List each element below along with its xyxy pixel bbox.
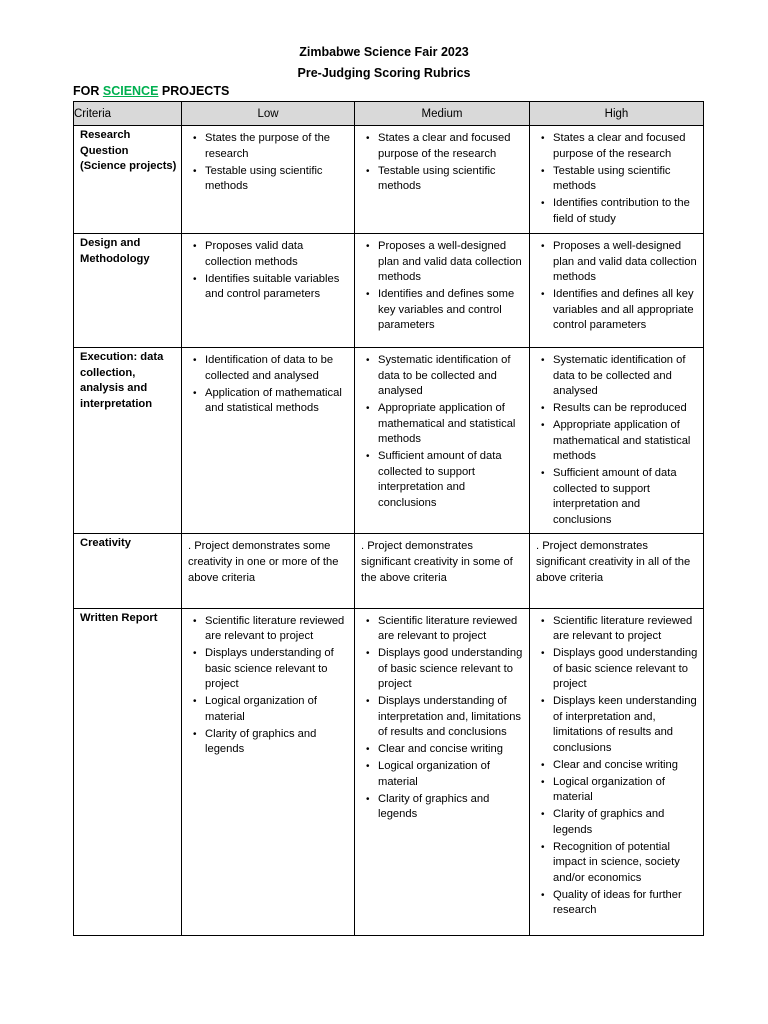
medium-cell: [355, 533, 530, 608]
bullet-list: [536, 614, 699, 919]
medium-cell: [355, 608, 530, 935]
bullet-list: [188, 614, 350, 758]
low-cell: [182, 533, 355, 608]
list-item: • Testable using scientific methods: [553, 164, 699, 195]
list-item: • Results can be reproduced: [553, 401, 699, 417]
list-item: • Testable using scientific methods: [205, 164, 350, 195]
list-item: • Displays good understanding of basic science relevant to project: [553, 646, 699, 693]
low-cell: [182, 126, 355, 234]
bullet-list: [536, 353, 699, 528]
list-item: • Clear and concise writing: [553, 758, 699, 774]
creativity-text: . Project demonstrates significant creativity in all of the above criteria: [536, 539, 691, 584]
table-row: [74, 608, 704, 935]
low-cell: [182, 608, 355, 935]
high-cell: [530, 533, 704, 608]
bullet-list: [536, 131, 699, 227]
list-item: • Sufficient amount of data collected to support interpretation and conclusions: [378, 449, 525, 511]
list-item: • Displays keen understanding of interpretation and, limitations of results and conclusions: [553, 694, 699, 756]
list-item: • Identifies suitable variables and control parameters: [205, 272, 350, 303]
list-item: • Clarity of graphics and legends: [378, 792, 525, 823]
criteria-cell: Design and Methodology: [74, 234, 182, 348]
list-item: • Identifies contribution to the field of study: [553, 196, 699, 227]
list-item: • Testable using scientific methods: [378, 164, 525, 195]
medium-cell: [355, 234, 530, 348]
list-item: • Logical organization of material: [205, 694, 350, 725]
list-item: • Scientific literature reviewed are relevant to project: [378, 614, 525, 645]
header-low: Low: [182, 102, 355, 126]
high-cell: [530, 234, 704, 348]
bullet-list: [361, 131, 525, 195]
list-item: • Systematic identification of data to be collected and analysed: [378, 353, 525, 400]
table-header-row: [74, 102, 704, 126]
list-item: • Recognition of potential impact in science, society and/or economics: [553, 840, 699, 887]
table-row: [74, 234, 704, 348]
criteria-cell: Written Report: [74, 608, 182, 935]
bullet-list: [361, 239, 525, 334]
high-cell: [530, 348, 704, 534]
low-cell: [182, 348, 355, 534]
list-item: • Scientific literature reviewed are relevant to project: [553, 614, 699, 645]
bullet-list: [361, 614, 525, 823]
list-item: • Application of mathematical and statistical methods: [205, 386, 350, 417]
list-item: • Identifies and defines all key variables and all appropriate control parameters: [553, 287, 699, 334]
bullet-list: [188, 353, 350, 417]
list-item: • Systematic identification of data to be collected and analysed: [553, 353, 699, 400]
high-cell: [530, 126, 704, 234]
list-item: • Logical organization of material: [378, 759, 525, 790]
section-prefix: FOR: [73, 84, 103, 98]
rubric-table: [73, 101, 704, 936]
list-item: • Appropriate application of mathematical and statistical methods: [378, 401, 525, 448]
list-item: • Clarity of graphics and legends: [553, 807, 699, 838]
creativity-text: . Project demonstrates some creativity in one or more of the above criteria: [188, 539, 339, 584]
table-row: [74, 348, 704, 534]
high-cell: [530, 608, 704, 935]
section-suffix: PROJECTS: [158, 84, 230, 98]
table-row: [74, 126, 704, 234]
criteria-cell: Execution: data collection, analysis and interpretation: [74, 348, 182, 534]
bullet-list: [361, 353, 525, 511]
section-highlight: SCIENCE: [102, 84, 159, 98]
list-item: • Proposes valid data collection methods: [205, 239, 350, 270]
list-item: • States the purpose of the research: [205, 131, 350, 162]
list-item: • Displays understanding of interpretation and, limitations of results and conclusions: [378, 694, 525, 741]
list-item: • Identification of data to be collected and analysed: [205, 353, 350, 384]
bullet-list: [188, 131, 350, 195]
section-heading: [73, 84, 229, 98]
medium-cell: [355, 126, 530, 234]
criteria-cell: Research Question (Science projects): [74, 126, 182, 234]
list-item: • Scientific literature reviewed are relevant to project: [205, 614, 350, 645]
list-item: • Identifies and defines some key variables and control parameters: [378, 287, 525, 334]
list-item: • Quality of ideas for further research: [553, 888, 699, 919]
list-item: • Displays good understanding of basic science relevant to project: [378, 646, 525, 693]
list-item: • Proposes a well-designed plan and valid data collection methods: [553, 239, 699, 286]
list-item: • Clarity of graphics and legends: [205, 727, 350, 758]
rubric-body: [74, 126, 704, 936]
list-item: • Proposes a well-designed plan and valid data collection methods: [378, 239, 525, 286]
creativity-text: . Project demonstrates significant creativity in some of the above criteria: [361, 539, 513, 584]
list-item: • Logical organization of material: [553, 775, 699, 806]
criteria-cell: Creativity: [74, 533, 182, 608]
bullet-list: [188, 239, 350, 303]
low-cell: [182, 234, 355, 348]
medium-cell: [355, 348, 530, 534]
table-row: [74, 533, 704, 608]
header-criteria: Criteria: [74, 102, 182, 126]
list-item: • States a clear and focused purpose of the research: [553, 131, 699, 162]
list-item: • States a clear and focused purpose of the research: [378, 131, 525, 162]
list-item: • Clear and concise writing: [378, 742, 525, 758]
header-high: High: [530, 102, 704, 126]
list-item: • Appropriate application of mathematical and statistical methods: [553, 418, 699, 465]
header-medium: Medium: [355, 102, 530, 126]
list-item: • Displays understanding of basic science relevant to project: [205, 646, 350, 693]
document-title: Zimbabwe Science Fair 2023: [299, 45, 469, 59]
list-item: • Sufficient amount of data collected to support interpretation and conclusions: [553, 466, 699, 528]
bullet-list: [536, 239, 699, 334]
document-subtitle: Pre-Judging Scoring Rubrics: [297, 66, 471, 80]
